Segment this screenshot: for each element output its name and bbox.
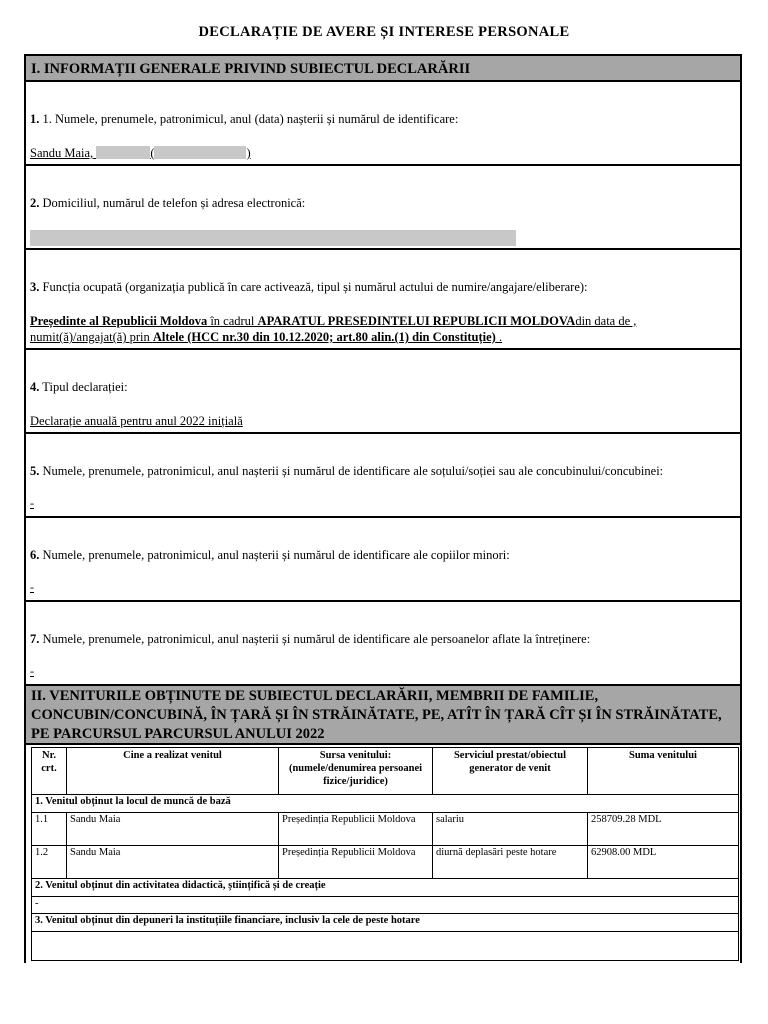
cell-who: Sandu Maia xyxy=(67,846,279,879)
table-group-row xyxy=(32,879,739,897)
question-3 xyxy=(30,280,588,295)
redacted-id-number xyxy=(154,146,246,159)
text-fragment: . xyxy=(495,330,503,344)
cell-amount: 258709.28 MDL xyxy=(588,813,739,846)
answer-4: Declarație anuală pentru anul 2022 inițială xyxy=(30,414,243,428)
redacted-contact-info xyxy=(30,230,516,246)
col-header-amount: Suma venitului xyxy=(588,748,739,795)
group-label: 1. Venitul obținut la locul de muncă de bază xyxy=(32,795,739,813)
answer-3-line-1 xyxy=(30,314,636,329)
income-table xyxy=(31,747,739,961)
cell-source: Președinția Republicii Moldova xyxy=(279,846,433,879)
question-number: 4. xyxy=(30,380,40,394)
question-4-block xyxy=(24,348,742,434)
question-text: 1. Numele, prenumele, patronimicul, anul (data) nașterii și numărul de identificare: xyxy=(42,112,459,126)
answer-7: - xyxy=(30,664,34,678)
question-2 xyxy=(30,196,305,211)
question-number: 6. xyxy=(30,548,40,562)
answer-6: - xyxy=(30,580,34,594)
col-header-source-line: Sursa venitului: xyxy=(319,750,392,761)
table-row xyxy=(32,813,739,846)
question-6-block xyxy=(24,516,742,602)
cell-service: salariu xyxy=(433,813,588,846)
cell-who: Sandu Maia xyxy=(67,813,279,846)
table-empty-row xyxy=(32,932,739,961)
declarant-name: Sandu Maia, xyxy=(30,146,94,160)
organization-name: APARATUL PRESEDINTELUI REPUBLICII MOLDOVA xyxy=(257,314,576,328)
section1-heading: I. INFORMAȚII GENERALE PRIVIND SUBIECTUL DECLARĂRII xyxy=(24,54,742,82)
question-1-block xyxy=(24,80,742,166)
question-text: Tipul declarației: xyxy=(42,380,128,394)
empty-cell: - xyxy=(32,897,739,914)
question-2-block xyxy=(24,164,742,250)
question-7 xyxy=(30,632,590,647)
cell-nr: 1.1 xyxy=(32,813,67,846)
question-3-block xyxy=(24,248,742,350)
section2-heading-line: PE PARCURSUL PARCURSUL ANULUI 2022 xyxy=(31,726,325,742)
question-number: 1. xyxy=(30,112,40,126)
section2-heading-line: CONCUBIN/CONCUBINĂ, ÎN ȚARĂ ȘI ÎN STRĂINĂTATE, PE, ATÎT ÎN ȚARĂ CÎT ȘI ÎN STRĂINĂTATE, xyxy=(31,707,722,723)
cell-source: Președinția Republicii Moldova xyxy=(279,813,433,846)
col-header-who: Cine a realizat venitul xyxy=(67,748,279,795)
question-7-block xyxy=(24,600,742,686)
question-number: 5. xyxy=(30,464,40,478)
question-text: Funcția ocupată (organizația publică în care activează, tipul și numărul actului de numire/angajare/eliberare): xyxy=(42,280,588,294)
cell-amount: 62908.00 MDL xyxy=(588,846,739,879)
question-number: 2. xyxy=(30,196,40,210)
paren-close: ) xyxy=(246,146,251,160)
section2-heading-line: II. VENITURILE OBȚINUTE DE SUBIECTUL DECLARĂRII, MEMBRII DE FAMILIE, xyxy=(31,688,599,704)
question-number: 7. xyxy=(30,632,40,646)
text-fragment: numit(ă)/angajat(ă) prin xyxy=(30,330,153,344)
question-text: Numele, prenumele, patronimicul, anul nașterii și numărul de identificare ale soțului/soției sau ale concubinului/concubinei: xyxy=(42,464,664,478)
question-5 xyxy=(30,464,663,479)
question-5-block xyxy=(24,432,742,518)
question-number: 3. xyxy=(30,280,40,294)
question-text: Numele, prenumele, patronimicul, anul nașterii și numărul de identificare ale copiilor minori: xyxy=(42,548,510,562)
appointment-act: Altele (HCC nr.30 din 10.12.2020; art.80 alin.(1) din Constituție) xyxy=(152,330,496,344)
table-empty-row xyxy=(32,897,739,914)
group-label: 2. Venitul obținut din activitatea didactică, științifică și de creație xyxy=(32,879,739,897)
answer-5: - xyxy=(30,496,34,510)
col-header-nr: Nr. crt. xyxy=(32,748,67,795)
answer-1 xyxy=(30,146,251,161)
question-4 xyxy=(30,380,128,395)
group-label: 3. Venitul obținut din depuneri la instituțiile financiare, inclusiv la cele de peste hotare xyxy=(32,914,739,932)
empty-cell xyxy=(32,932,739,961)
col-header-source-line: (numele/denumirea persoanei fizice/juridice) xyxy=(288,763,423,787)
question-text: Domiciliul, numărul de telefon și adresa electronică: xyxy=(42,196,306,210)
function-title: Președinte al Republicii Moldova xyxy=(30,314,208,328)
document-title: DECLARAȚIE DE AVERE ȘI INTERESE PERSONALE xyxy=(198,24,570,40)
section2-heading xyxy=(24,684,742,745)
cell-nr: 1.2 xyxy=(32,846,67,879)
table-row xyxy=(32,846,739,879)
text-fragment: din data de , xyxy=(575,314,637,328)
table-group-row xyxy=(32,914,739,932)
question-text: Numele, prenumele, patronimicul, anul nașterii și numărul de identificare ale persoanelor aflate la întreținere: xyxy=(42,632,591,646)
text-fragment: în cadrul xyxy=(207,314,258,328)
redacted-birthdate xyxy=(96,146,150,159)
col-header-service: Serviciul prestat/obiectul generator de venit xyxy=(433,748,588,795)
answer-3-line-2 xyxy=(30,330,502,345)
table-group-row xyxy=(32,795,739,813)
question-1 xyxy=(30,112,458,127)
question-6 xyxy=(30,548,510,563)
cell-service: diurnă deplasări peste hotare xyxy=(433,846,588,879)
col-header-source xyxy=(279,748,433,795)
table-header-row xyxy=(32,748,739,795)
paren-open: ( xyxy=(150,146,155,160)
